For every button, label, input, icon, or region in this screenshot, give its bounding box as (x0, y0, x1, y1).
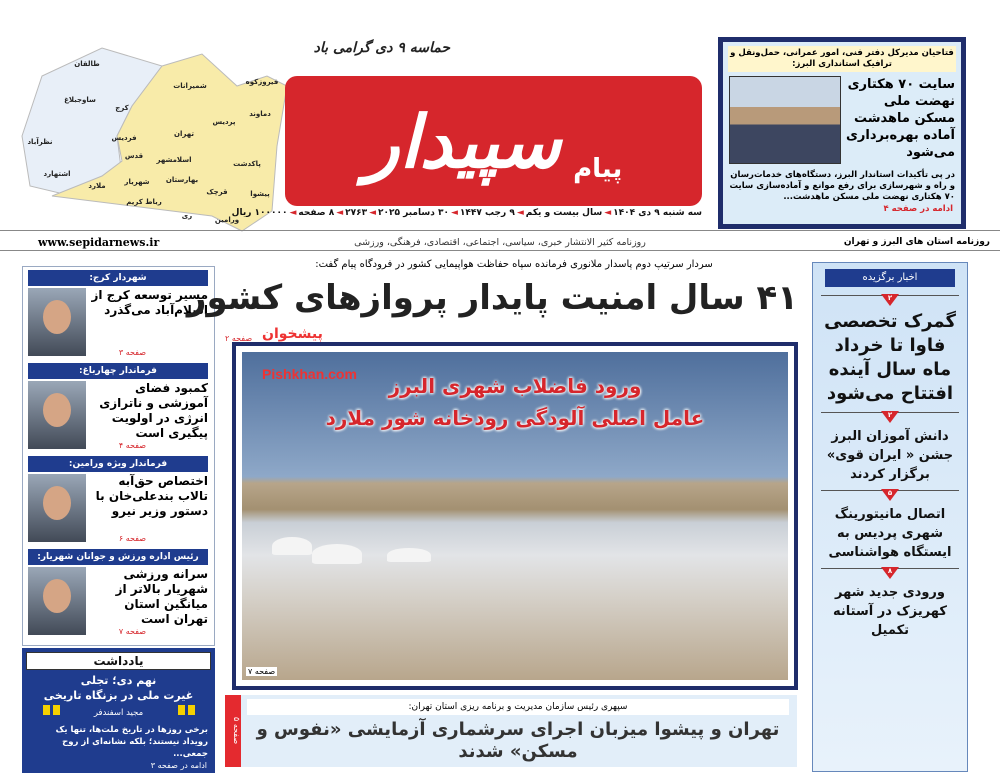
quote-mark-icon (40, 705, 60, 715)
page-number: ۲ (887, 411, 893, 419)
map-label: پاکدشت (233, 160, 261, 168)
divider (0, 230, 1000, 231)
region-label: روزنامه استان های البرز و تهران (843, 237, 990, 247)
date-item: ۳۰ دسامبر ۲۰۲۵ (378, 208, 449, 218)
featured-news (812, 262, 968, 772)
map-label: نظرآباد (27, 138, 53, 146)
side-story-title: مسیر توسعه کرج از اسلام‌آباد می‌گذرد (91, 288, 208, 317)
left-column (22, 266, 215, 646)
side-story-header: فرماندار ویژه ورامین: (28, 456, 208, 472)
map-label: قدس (124, 152, 144, 160)
date-item: سه شنبه ۹ دی ۱۴۰۴ (613, 208, 702, 218)
top-story-photo (729, 76, 841, 164)
side-story[interactable] (28, 270, 208, 360)
note-title: غیرت ملی در بزنگاه تاریخی (43, 689, 194, 702)
portrait (28, 474, 86, 542)
paper-subtitle: روزنامه کثیر الانتشار خبری، سیاسی، اجتماعی، اقتصادی، فرهنگی، ورزشی (354, 237, 646, 248)
date-item: ۱۰۰۰۰۰ ریال (231, 208, 288, 218)
map-label: دماوند (249, 110, 271, 118)
featured-item[interactable] (821, 295, 959, 406)
side-story-header: فرماندار چهارباغ: (28, 363, 208, 379)
note-title: نهم دی؛ تجلی (80, 674, 157, 687)
page-ref: صفحه ۷ (118, 627, 146, 636)
website-link[interactable]: www.sepidarnews.ir (38, 236, 160, 249)
map-label: ورامین (214, 216, 240, 224)
featured-header: اخبار برگزیده (825, 269, 955, 287)
map-label: بهارستان (165, 176, 199, 184)
top-story-kicker: فتاحیان مدیرکل دفتر فنی، امور عمرانی، حمل‌ونقل و ترافیک استانداری البرز: (728, 46, 956, 72)
portrait (28, 288, 86, 356)
side-story[interactable] (28, 549, 208, 639)
page-number: ۸ (887, 567, 893, 575)
province-map (12, 36, 297, 236)
divider (0, 250, 1000, 251)
top-story-title: سایت ۷۰ هکتاری نهضت ملی مسکن ماهدشت آماده بهره‌برداری می‌شود (846, 77, 955, 160)
logo-big: سپیدار (364, 98, 562, 184)
map-label: قرچک (206, 188, 228, 196)
note-author: مجید اسفندفر (93, 708, 144, 718)
map-label: ملارد (88, 182, 106, 190)
watermark: پیشخوان (262, 326, 323, 342)
date-item: سال بیست و یکم (525, 208, 603, 218)
date-item: ۹ رجب ۱۴۴۷ (459, 208, 515, 218)
watermark: Pishkhan.com (262, 366, 357, 382)
main-headline[interactable]: ۴۱ سال امنیت پایدار پروازهای کشور (186, 278, 798, 318)
page-ref: صفحه ۷ (248, 667, 276, 676)
featured-title: ورودی جدید شهر کهریزک در آستانه تکمیل (833, 585, 947, 638)
side-story[interactable] (28, 363, 208, 453)
side-story-header: شهردار کرج: (28, 270, 208, 286)
river-photo (242, 352, 788, 680)
map-label: شمیرانات (173, 82, 207, 90)
map-label: اسلامشهر (156, 156, 192, 164)
bottom-story[interactable] (225, 695, 797, 767)
editorial-note[interactable] (22, 648, 215, 773)
slogan: حماسه ۹ دی گرامی باد (313, 40, 450, 56)
map-label: پیشوا (250, 190, 270, 198)
page-number: ۵ (887, 489, 893, 497)
map-label: شهریار (124, 178, 150, 186)
note-body: برخی روزها در تاریخ ملت‌ها، تنها یک رویداد نیستند؛ بلکه نشانه‌ای از روح جمعی... (55, 725, 208, 759)
page-tag: صفحه ۵ (225, 695, 241, 767)
side-story[interactable] (28, 456, 208, 546)
map-label: تهران (174, 130, 194, 138)
top-story-continue[interactable]: ادامه در صفحه ۴ (883, 204, 953, 214)
main-kicker: سردار سرتیپ دوم پاسدار ملانوری فرمانده سپاه حفاظت هواپیمایی کشور در فرودگاه پیام گفت: (315, 259, 713, 270)
map-label: کرج (115, 104, 129, 112)
top-story-lead: در پی تأکیدات استاندار البرز، دستگاه‌های خدمات‌رسان و راه و شهرسازی برای رفع موانع و آماده‌سازی سایت ۷۰ هکتاری نهضت ملی مسکن ماهدشت... (729, 170, 955, 202)
quote-mark-icon (175, 705, 195, 715)
map-label: طالقان (74, 60, 100, 68)
map-label: فیروزکوه (245, 78, 279, 86)
date-item: ۸ صفحه (298, 208, 335, 218)
note-header: یادداشت (26, 652, 211, 670)
map-label: ری (181, 212, 193, 220)
note-continue[interactable]: ادامه در صفحه ۳ (150, 761, 207, 770)
side-story-header: رئیس اداره ورزش و جوانان شهریار: (28, 549, 208, 565)
top-story[interactable] (718, 37, 966, 229)
logo-small: پیام (573, 154, 623, 184)
featured-item[interactable] (821, 568, 959, 640)
page-ref: صفحه ۶ (118, 534, 146, 543)
page-ref: صفحه ۴ (118, 441, 146, 450)
portrait (28, 381, 86, 449)
date-item: ۲۷۶۳ (345, 208, 368, 218)
photo-headline: ورود فاضلاب شهری البرز (388, 374, 642, 398)
page-ref: صفحه ۲ (225, 334, 253, 343)
side-story-title: اختصاص حق‌آبه تالاب بندعلی‌خان با دستور وزیر نیرو (95, 474, 208, 518)
side-story-title: کمبود فضای آموزشی و ناترازی انرژی در اولویت پیگیری است (99, 381, 208, 440)
map-label: فردیس (111, 134, 137, 142)
bottom-headline: تهران و پیشوا میزبان اجرای سرشماری آزمایشی «نفوس و مسکن» شدند (256, 719, 780, 762)
map-label: رباط کریم (126, 198, 162, 206)
page-number: ۲ (887, 294, 893, 302)
featured-title: دانش آموزان البرز جشن « ایران قوی» برگزار کردند (826, 429, 954, 482)
side-story-title: سرانه ورزشی شهریار بالاتر از میانگین استان تهران است (115, 567, 208, 626)
featured-title: گمرک تخصصی فاوا تا خرداد ماه سال آینده افتتاح می‌شود (824, 311, 956, 404)
dateline: سه شنبه ۹ دی ۱۴۰۴ ◄ سال بیست و یکم ◄ ۹ رجب ۱۴۴۷ ◄ ۳۰ دسامبر ۲۰۲۵ ◄ ۲۷۶۳ ◄ ۸ صفحه ◄ ۱۰۰۰۰۰ ریال (231, 208, 702, 218)
photo-story[interactable] (232, 342, 798, 690)
featured-item[interactable] (821, 490, 959, 562)
map-label: ساوجبلاغ (64, 96, 96, 104)
map-label: پردیس (212, 118, 236, 126)
map-label: اشتهارد (43, 170, 71, 178)
photo-headline: عامل اصلی آلودگی رودخانه شور ملارد (325, 406, 705, 430)
featured-item[interactable] (821, 412, 959, 484)
portrait (28, 567, 86, 635)
featured-title: اتصال مانیتورینگ شهری پردیس به ایستگاه هواشناسی (828, 507, 952, 560)
bottom-kicker: سپهری رئیس سازمان مدیریت و برنامه ریزی استان تهران: (247, 699, 789, 715)
masthead-logo (285, 76, 702, 206)
page-ref: صفحه ۳ (118, 348, 146, 357)
